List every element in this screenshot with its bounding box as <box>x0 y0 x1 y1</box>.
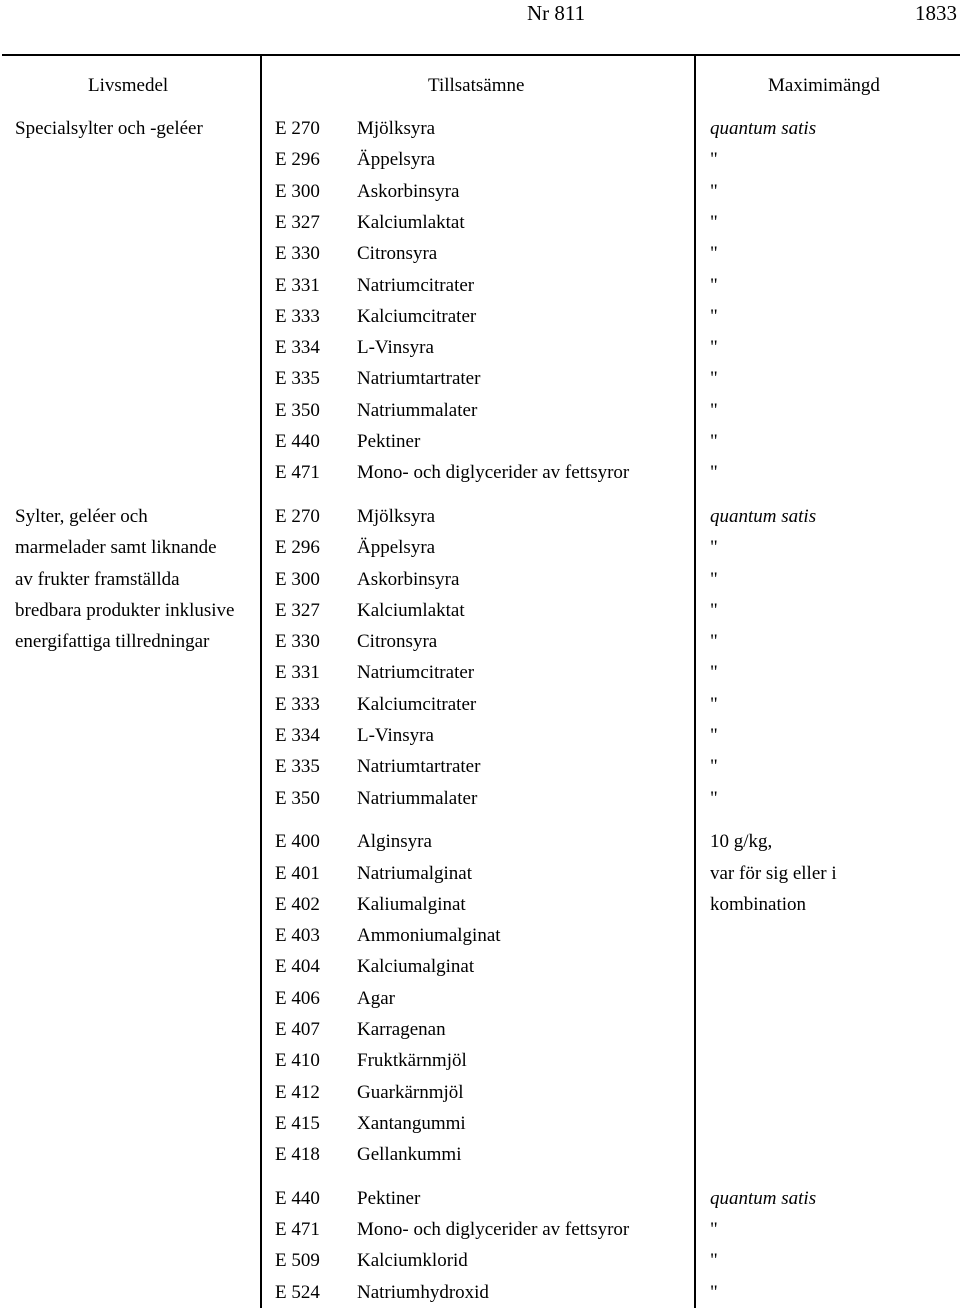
additive-code: E 509 <box>275 1250 320 1272</box>
additive-code: E 327 <box>275 599 320 621</box>
page-number-label: Nr 811 <box>527 1 586 25</box>
additive-code: E 350 <box>275 787 320 809</box>
additive-code: E 412 <box>275 1081 320 1103</box>
max-amount: " <box>710 1219 718 1241</box>
max-amount: " <box>710 1250 718 1272</box>
max-amount: " <box>710 1281 718 1303</box>
max-amount: " <box>710 599 718 621</box>
additive-name: Citronsyra <box>357 243 438 265</box>
additive-name: Mono- och diglycerider av fettsyror <box>357 462 630 484</box>
additive-code: E 440 <box>275 1187 320 1209</box>
additive-code: E 300 <box>275 568 320 590</box>
max-amount: quantum satis <box>710 505 817 527</box>
additive-code: E 418 <box>275 1144 320 1166</box>
max-amount: var för sig eller i <box>710 862 837 884</box>
additive-name: Natriumcitrater <box>357 274 475 296</box>
additive-name: Äppelsyra <box>357 149 436 171</box>
additive-name: Mjölksyra <box>357 118 436 139</box>
additive-code: E 403 <box>275 925 320 947</box>
max-amount: " <box>710 399 718 421</box>
additive-name: Citronsyra <box>357 631 438 653</box>
additive-code: E 404 <box>275 956 320 978</box>
max-amount: " <box>710 337 718 359</box>
max-amount: " <box>710 568 718 590</box>
additive-code: E 270 <box>275 118 320 139</box>
max-amount: 10 g/kg, <box>710 831 773 853</box>
max-amount: " <box>710 537 718 559</box>
additive-code: E 327 <box>275 211 320 233</box>
additive-name: Ammoniumalginat <box>357 925 501 947</box>
additive-code: E 401 <box>275 862 320 884</box>
additive-code: E 296 <box>275 537 320 559</box>
column-header-food: Livsmedel <box>88 75 169 96</box>
additive-name: Natriummalater <box>357 399 478 421</box>
additive-name: Gellankummi <box>357 1144 462 1166</box>
additive-name: Fruktkärnmjöl <box>357 1050 467 1072</box>
additive-code: E 330 <box>275 631 320 653</box>
additive-code: E 402 <box>275 893 320 915</box>
additive-code: E 330 <box>275 243 320 265</box>
max-amount: " <box>710 462 718 484</box>
additive-code: E 333 <box>275 693 320 715</box>
max-amount: " <box>710 631 718 653</box>
additive-name: Askorbinsyra <box>357 180 460 202</box>
additive-name: Xantangummi <box>357 1112 466 1134</box>
max-amount: " <box>710 211 718 233</box>
additive-code: E 331 <box>275 274 320 296</box>
additive-name: Äppelsyra <box>357 537 436 559</box>
max-amount: quantum satis <box>710 1187 817 1209</box>
additive-name: Alginsyra <box>357 831 432 853</box>
additive-code: E 524 <box>275 1281 320 1303</box>
additive-code: E 335 <box>275 368 320 390</box>
column-divider-right <box>694 56 696 1308</box>
max-amount: " <box>710 368 718 390</box>
max-amount: " <box>710 149 718 171</box>
additive-name: L-Vinsyra <box>357 725 434 746</box>
food-category-label: bredbara produkter inklusive <box>15 599 235 621</box>
additive-name: Natriumhydroxid <box>357 1281 489 1303</box>
additive-name: Pektiner <box>357 1187 421 1209</box>
additive-name: Askorbinsyra <box>357 568 460 590</box>
additive-name: Kaliumalginat <box>357 893 466 915</box>
additive-name: Natriumcitrater <box>357 662 475 684</box>
additive-code: E 300 <box>275 180 320 202</box>
additive-code: E 440 <box>275 431 320 452</box>
page-folio: 1833 <box>915 1 957 25</box>
additive-code: E 471 <box>275 462 320 484</box>
additive-name: Pektiner <box>357 431 421 452</box>
additive-code: E 471 <box>275 1219 320 1241</box>
additive-code: E 415 <box>275 1112 320 1134</box>
max-amount: " <box>710 431 718 452</box>
additive-name: Natriummalater <box>357 787 478 809</box>
max-amount: " <box>710 725 718 746</box>
additive-code: E 334 <box>275 725 320 746</box>
additive-code: E 407 <box>275 1019 320 1040</box>
max-amount: " <box>710 693 718 715</box>
additive-code: E 331 <box>275 662 320 684</box>
column-header-max: Maximimängd <box>768 75 880 96</box>
additive-name: Kalciumalginat <box>357 956 475 978</box>
additive-name: Guarkärnmjöl <box>357 1081 464 1103</box>
max-amount: " <box>710 305 718 327</box>
additive-name: Natriumalginat <box>357 862 473 884</box>
additive-name: Mjölksyra <box>357 505 436 527</box>
column-divider-left <box>260 56 262 1308</box>
food-category-label: av frukter framställda <box>15 568 180 590</box>
max-amount: " <box>710 180 718 202</box>
additive-code: E 400 <box>275 831 320 853</box>
food-category-label: energifattiga tillredningar <box>15 631 210 653</box>
additive-name: Kalciumklorid <box>357 1250 468 1272</box>
additive-code: E 350 <box>275 399 320 421</box>
additive-code: E 334 <box>275 337 320 359</box>
additive-name: Natriumtartrater <box>357 368 481 390</box>
food-category-label: marmelader samt liknande <box>15 537 217 559</box>
max-amount: quantum satis <box>710 118 817 139</box>
additive-code: E 406 <box>275 987 320 1009</box>
additive-name: L-Vinsyra <box>357 337 434 359</box>
additive-name: Kalciumlaktat <box>357 599 465 621</box>
additive-name: Kalciumlaktat <box>357 211 465 233</box>
max-amount: " <box>710 756 718 778</box>
additive-name: Natriumtartrater <box>357 756 481 778</box>
additive-code: E 270 <box>275 505 320 527</box>
max-amount: " <box>710 243 718 265</box>
additive-code: E 296 <box>275 149 320 171</box>
additive-code: E 410 <box>275 1050 320 1072</box>
max-amount: " <box>710 662 718 684</box>
additive-name: Agar <box>357 987 395 1009</box>
additive-name: Mono- och diglycerider av fettsyror <box>357 1219 630 1241</box>
header-rule <box>2 54 960 56</box>
additive-name: Kalciumcitrater <box>357 693 477 715</box>
additive-name: Kalciumcitrater <box>357 305 477 327</box>
additive-code: E 333 <box>275 305 320 327</box>
food-category-label: Specialsylter och -geléer <box>15 118 203 139</box>
max-amount: " <box>710 787 718 809</box>
column-header-additive: Tillsatsämne <box>428 75 525 96</box>
additive-code: E 335 <box>275 756 320 778</box>
max-amount: " <box>710 274 718 296</box>
additive-name: Karragenan <box>357 1019 446 1040</box>
food-category-label: Sylter, geléer och <box>15 505 148 527</box>
max-amount: kombination <box>710 893 807 915</box>
